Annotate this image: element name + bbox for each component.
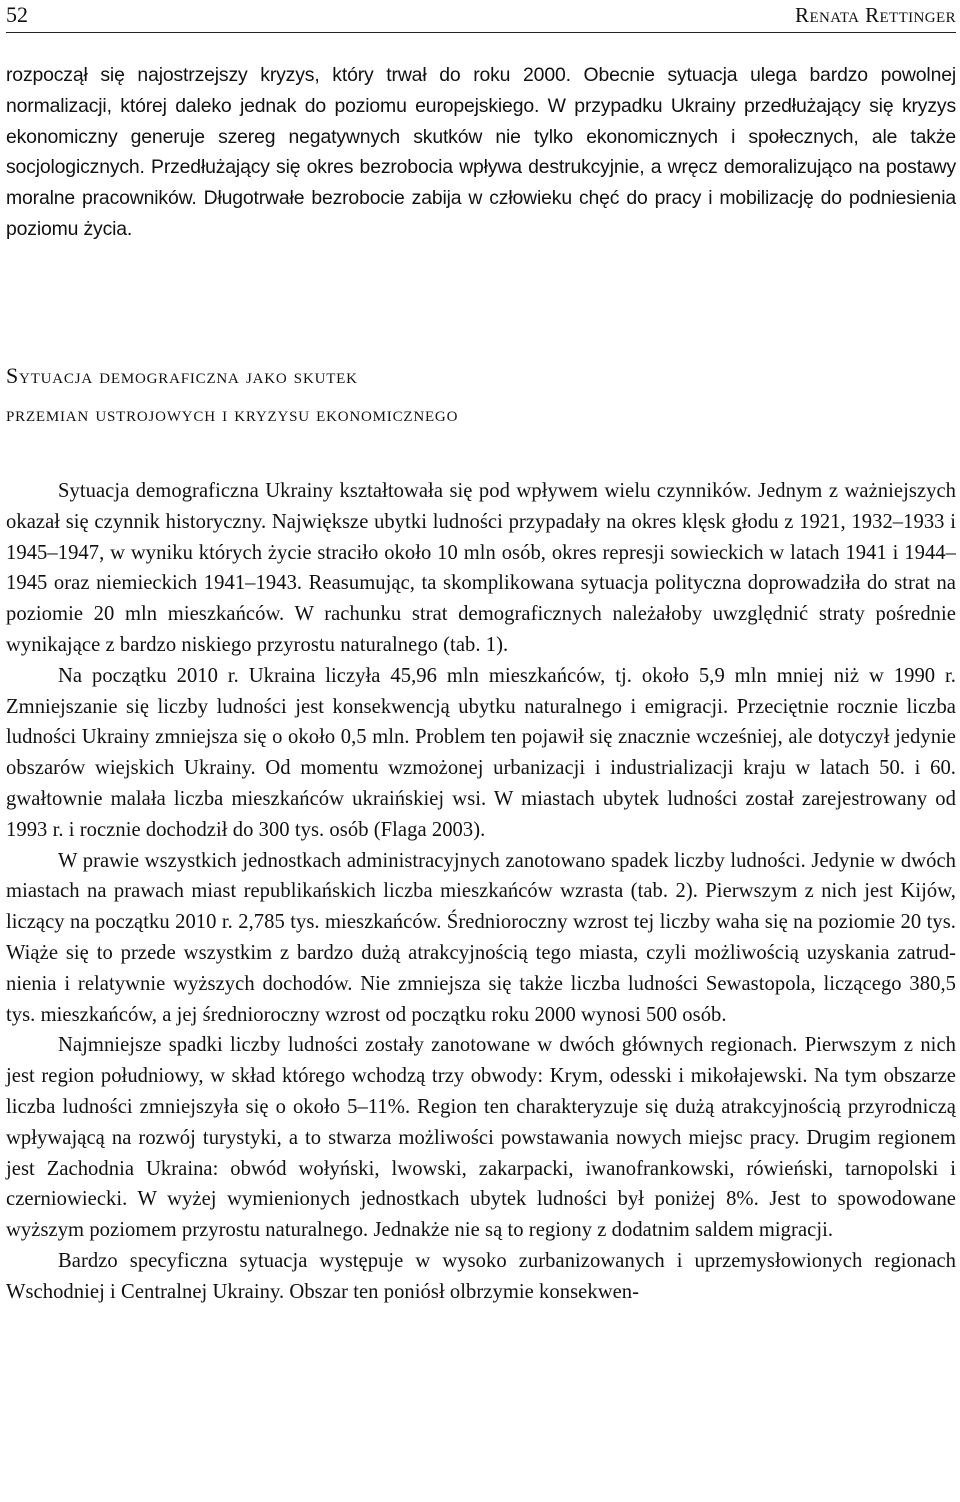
paragraph-2: Na początku 2010 r. Ukraina liczyła 45,96 mln mieszkańców, tj. około 5,9 mln mniej niż w 1990 r. Zmniejszanie się liczby ludności jest konsekwencją ubytku naturalnego i emigracji. Przeciętnie rocznie liczba ludności Ukrainy zmniejsza się o około 0,5 mln. Problem ten pojawił się znacznie wcześniej, ale dotyczył jedynie obszarów wiejskich Ukrainy. Od momentu wzmożonej urbanizacji i industrializacji kraju w latach 50. i 60. gwałtownie malała liczba mieszkańców ukraińskiej wsi. W miastach ubytek ludności został zarejestrowany od 1993 r. i rocznie dochodził do 300 tys. osób (Flaga 2003). — [6, 664, 956, 841]
section-heading — [6, 357, 906, 433]
paragraph-4: Najmniejsze spadki liczby ludności zostały zanotowane w dwóch głównych regionach. Pierwszym z nich jest region południowy, w skład którego wchodzą trzy obwody: Krym, odesski i mikołajewski. Na tym obszarze liczba ludności zmniejszyła się o około 5–11%. Region ten charakteryzuje się dużą atrakcyjnością przyrodniczą wpływającą na rozwój turystyki, a to stwarza możliwości powstawania nowych miejsc pracy. Drugim regionem jest Zachodnia Ukraina: obwód wołyński, lwowski, zakarpacki, iwanofrankowski, rówieński, tarnopolski i czerniowiecki. W wyżej wymienionych jednostkach ubytek ludności był poniżej 8%. Jest to spowodowane wyższym poziomem przyrostu naturalnego. Jednakże nie są to regiony z dodatnim saldem migracji. — [6, 1034, 956, 1242]
paragraph-3: W prawie wszystkich jednostkach administracyjnych zanotowano spadek liczby ludności. Jedynie w dwóch miastach na prawach miast republikańskich liczba mieszkańców wzrasta (tab. 2). Pierwszym z nich jest Kijów, liczący na początku 2010 r. 2,785 tys. mieszkańców. Średnioroczny wzrost tej liczby waha się na poziomie 20 tys. Wiąże się to przede wszystkim z bardzo dużą atrakcyjnością tego miasta, czyli możliwością uzyskania zatrudnienia i relatywnie wyższych dochodów. Nie zmniejsza się także liczba ludności Sewastopola, liczącego 380,5 tys. mieszkańców, a jej średnioroczny wzrost od początku roku 2000 wynosi 500 osób. — [6, 849, 956, 1026]
intro-text-block — [6, 60, 956, 245]
section-heading-line-2: przemian ustrojowych i kryzysu ekonomicznego — [6, 401, 459, 426]
paragraph-5: Bardzo specyficzna sytuacja występuje w wysoko zurbanizowanych i uprzemysłowionych regionach Wschodniej i Centralnej Ukrainy. Obszar ten poniósł olbrzymie konsekwen- — [6, 1249, 956, 1303]
body-text-block — [6, 476, 956, 1308]
paragraph-intro: rozpoczął się najostrzejszy kryzys, który trwał do roku 2000. Obecnie sytuacja ulega bardzo powolnej normalizacji, której daleko jednak do poziomu europejskiego. W przypadku Ukrainy przedłużający się kryzys ekonomiczny generuje szereg negatywnych skutków nie tylko ekonomicznych i społecznych, ale także socjologicznych. Przedłużający się okres bezrobocia wpływa destrukcyjnie, a wręcz demoralizująco na postawy moralne pracowników. Długotrwałe bezrobocie zabija w człowieku chęć do pracy i mobilizację do podniesienia poziomu życia. — [6, 64, 956, 240]
section-heading-line-1: Sytuacja demograficzna jako skutek — [6, 363, 358, 388]
paragraph-1: Sytuacja demograficzna Ukrainy kształtowała się pod wpływem wielu czynników. Jednym z ważniejszych okazał się czynnik historyczny. Największe ubytki ludności przypadały na okres klęsk głodu z 1921, 1932–1933 i 1945–1947, w wyniku których życie straciło około 10 mln osób, okres represji sowieckich w latach 1941 i 1944–1945 oraz niemieckich 1941–1943. Reasumując, ta skomplikowana sytuacja polityczna doprowadziła do strat na poziomie 20 mln mieszkańców. W rachunku strat demograficznych należałoby uwzględnić straty pośrednie wynikające z bardzo niskiego przyrostu naturalnego (tab. 1). — [6, 480, 956, 656]
running-header — [6, 0, 956, 33]
running-header-author: Renata Rettinger — [795, 3, 956, 27]
page-number: 52 — [6, 2, 28, 27]
